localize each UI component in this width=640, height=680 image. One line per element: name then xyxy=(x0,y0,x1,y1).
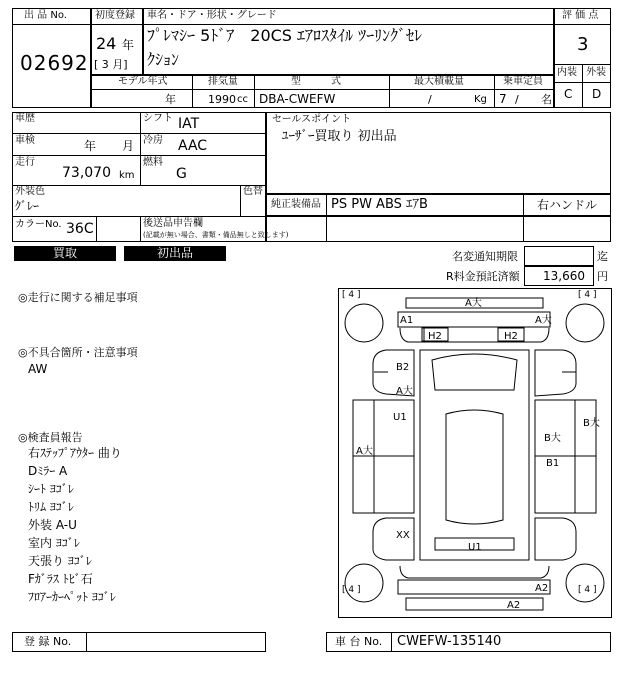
inspector-item: 外装 A-U xyxy=(28,518,77,532)
damage-mark: B1 xyxy=(546,458,560,469)
inspector-item: Dﾐﾗｰ A xyxy=(28,464,68,478)
model-year-unit: 年 xyxy=(165,93,176,106)
color-no-value: 36C xyxy=(66,221,94,237)
inspector-item: ﾄﾘﾑ ﾖｺﾞﾚ xyxy=(28,500,74,514)
damage-mark: H2 xyxy=(504,331,518,342)
lot-number: 02692 xyxy=(20,51,89,75)
tire-label-tl: [ 4 ] xyxy=(342,290,361,300)
max-load-slash: / xyxy=(428,93,432,106)
score-label: 評 価 点 xyxy=(562,10,599,21)
lot-label: 出 品 No. xyxy=(24,10,67,21)
rear-right-fender xyxy=(535,518,576,560)
mileage-value: 73,070 xyxy=(62,165,111,181)
max-load-unit: Kg xyxy=(474,94,487,105)
damage-mark: A1 xyxy=(400,315,414,326)
equipment-extra-box xyxy=(266,216,611,242)
cabin-outline xyxy=(420,350,529,560)
ac-value: AAC xyxy=(178,138,208,154)
ext-color-label: 外装色 xyxy=(15,186,45,197)
sales-point-text: ﾕｰｻﾞｰ買取り 初出品 xyxy=(282,129,397,144)
capacity-slash: / xyxy=(515,93,519,106)
inspector-item: 天張り ﾖｺﾞﾚ xyxy=(28,554,92,568)
year-unit: 年 xyxy=(122,38,135,52)
damage-mark: B大 xyxy=(544,433,561,444)
mileage-unit: km xyxy=(119,170,135,181)
mileage-label: 走行 xyxy=(15,157,35,168)
rear-edge xyxy=(400,566,549,578)
interior-label: 内装 xyxy=(557,67,577,78)
tag-kaitori: 買取 xyxy=(14,246,116,261)
inspector-item: 右ｽﾃｯﾌﾟｱｳﾀｰ 曲り xyxy=(28,446,122,460)
damage-mark: U1 xyxy=(468,542,482,553)
shift-label: シフト xyxy=(143,113,173,124)
equipment-label: 純正装備品 xyxy=(271,199,321,210)
sales-point-label: セールスポイント xyxy=(272,114,352,125)
tire-label-br: [ 4 ] xyxy=(578,585,597,595)
first-reg-label: 初度登録 xyxy=(95,10,135,21)
notice-label: 名変通知期限 xyxy=(452,250,518,263)
windshield xyxy=(432,354,517,390)
hood-front-outline xyxy=(398,312,550,327)
car-damage-diagram xyxy=(338,288,612,618)
tag-first-listing: 初出品 xyxy=(124,246,226,261)
defects-heading: ◎不具合箇所・注意事項 xyxy=(18,346,138,359)
car-name-line1: ﾌﾟﾚﾏｼｰ 5ﾄﾞｱ 20CS ｴｱﾛｽﾀｲﾙ ﾂｰﾘﾝｸﾞｾﾚ xyxy=(147,26,423,45)
fuel-value: G xyxy=(176,166,187,182)
exterior-grade: D xyxy=(592,87,602,101)
tire-label-tr: [ 4 ] xyxy=(578,290,597,300)
wheel-front-right xyxy=(566,304,604,342)
inspection-label: 車検 xyxy=(15,135,35,146)
roof-panel xyxy=(446,410,503,524)
damage-mark: XX xyxy=(396,530,410,541)
capacity-label: 乗車定員 xyxy=(503,76,543,87)
inspection-year: 年 xyxy=(84,139,97,153)
damage-mark: A大 xyxy=(465,298,482,309)
car-name-line2: ｸｼｮﾝ xyxy=(147,50,180,69)
inspector-heading: ◎検査員報告 xyxy=(18,431,83,444)
capacity-value: 7 xyxy=(499,92,507,106)
inspector-item: 室内 ﾖｺﾞﾚ xyxy=(28,536,80,550)
displacement-unit: cc xyxy=(237,94,248,105)
damage-mark: B2 xyxy=(396,362,410,373)
reg-no-label: 登 録 No. xyxy=(24,635,72,648)
model-year-label: モデル年式 xyxy=(118,76,168,87)
exterior-label: 外装 xyxy=(586,67,606,78)
score-value: 3 xyxy=(577,34,589,55)
driving-heading: ◎走行に関する補足事項 xyxy=(18,291,138,304)
defect-item: AW xyxy=(28,362,48,376)
tire-label-bl: [ 4 ] xyxy=(342,585,361,595)
inspector-item: Fｶﾞﾗｽ ﾄﾋﾞ石 xyxy=(28,572,93,586)
damage-mark: A大 xyxy=(535,315,552,326)
wheel-rear-right xyxy=(566,564,604,602)
diagram-frame xyxy=(339,289,612,618)
color-change-label: 色替 xyxy=(243,186,263,197)
rear-bumper-outline xyxy=(406,598,543,610)
wheel-front-left xyxy=(345,304,383,342)
fuel-label: 燃料 xyxy=(143,157,163,168)
history-label: 車歴 xyxy=(15,113,35,124)
ext-color-value: ｸﾞﾚｰ xyxy=(15,199,40,213)
inspector-item: ﾌﾛｱｰｶｰﾍﾟｯﾄ ﾖｺﾞﾚ xyxy=(28,590,116,604)
inspection-month: 月 xyxy=(122,139,135,153)
damage-mark: H2 xyxy=(428,331,442,342)
recycle-label: R料金預託済額 xyxy=(446,270,520,283)
post-docs-note: (記載が無い場合、書類・備品無しと致します) xyxy=(143,231,289,239)
interior-grade: C xyxy=(564,87,573,101)
color-no-label: カラーNo. xyxy=(15,219,62,230)
recycle-unit: 円 xyxy=(597,270,608,283)
notice-box xyxy=(524,246,594,266)
front-right-fender xyxy=(535,350,576,396)
equipment-value: PS PW ABS ｴｱB xyxy=(331,197,428,212)
chassis-label: 車 台 No. xyxy=(335,635,383,648)
displacement-label: 排気量 xyxy=(208,76,238,87)
damage-mark: U1 xyxy=(393,412,407,423)
notice-unit: 迄 xyxy=(597,250,608,263)
damage-mark: A大 xyxy=(396,386,413,397)
type-label: 型 式 xyxy=(291,76,341,87)
max-load-label: 最大積載量 xyxy=(414,76,464,87)
capacity-unit: 名 xyxy=(541,93,552,106)
car-name-label: 車名・ドア・形状・グレード xyxy=(147,10,277,21)
chassis-value: CWEFW-135140 xyxy=(397,634,502,649)
year-value: 24 xyxy=(96,34,117,53)
steering-value: 右ハンドル xyxy=(537,198,598,212)
recycle-value: 13,660 xyxy=(543,269,585,283)
damage-mark: A2 xyxy=(535,583,549,594)
type-value: DBA-CWEFW xyxy=(259,92,336,106)
damage-mark: B大 xyxy=(583,418,600,429)
damage-mark: A大 xyxy=(356,446,373,457)
shift-value: IAT xyxy=(178,116,200,132)
damage-mark: A2 xyxy=(507,600,521,611)
post-docs-label: 後送品申告欄 xyxy=(143,218,203,229)
inspector-item: ｼｰﾄ ﾖｺﾞﾚ xyxy=(28,482,74,496)
trunk-outline xyxy=(398,580,550,594)
ac-label: 冷房 xyxy=(143,135,163,146)
wheel-rear-left xyxy=(345,564,383,602)
displacement-value: 1990 xyxy=(208,93,236,106)
month-value: [ 3 月] xyxy=(94,58,128,71)
